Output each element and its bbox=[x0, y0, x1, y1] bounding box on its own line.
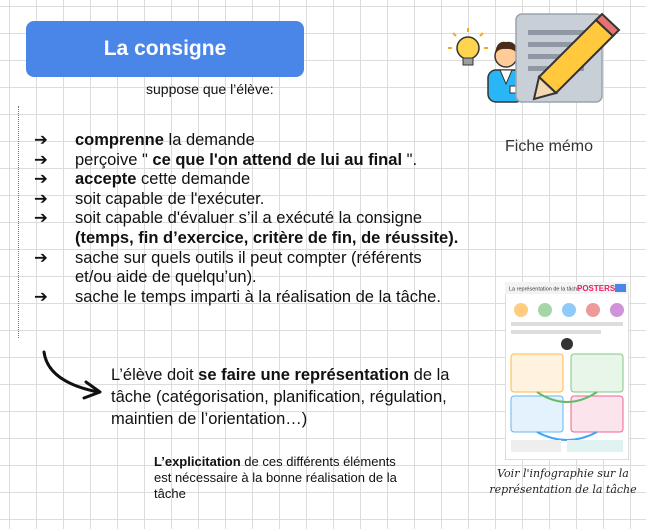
subtitle: suppose que l’élève: bbox=[146, 81, 274, 97]
arrow-icon: ➔ bbox=[34, 170, 48, 189]
infographic-badge: POSTERS bbox=[577, 284, 616, 293]
list-item: ➔ sache le temps imparti à la réalisation de la tâche. bbox=[34, 287, 441, 306]
bullet-list bbox=[34, 131, 458, 307]
arrow-icon: ➔ bbox=[34, 209, 48, 228]
representation-paragraph: L’élève doit se faire une représentation de la tâche (catégorisation, planification, régulation, maintien de l’orientation…) bbox=[111, 366, 450, 428]
arrow-icon: ➔ bbox=[34, 248, 48, 267]
arrow-icon: ➔ bbox=[34, 131, 48, 149]
page-title: La consigne bbox=[103, 37, 227, 60]
title-banner bbox=[26, 21, 304, 77]
lightbulb-icon bbox=[448, 28, 488, 65]
arrow-icon: ➔ bbox=[34, 150, 48, 169]
list-item: ➔ accepte cette demande bbox=[34, 170, 251, 189]
list-item: ➔ comprenne la demande bbox=[34, 131, 255, 149]
memo-illustration bbox=[438, 8, 623, 108]
explicitation-note: L’explicitation de ces différents éléments est nécessaire à la bonne réalisation de la tâche bbox=[154, 454, 397, 501]
list-item: ➔ soit capable de l'exécuter. bbox=[34, 189, 265, 208]
infographic-header: La représentation de la tâche bbox=[509, 286, 581, 293]
infographic-caption[interactable]: Voir l'infographie sur la représentation de la tâche bbox=[489, 467, 637, 496]
infographic-thumbnail[interactable] bbox=[505, 282, 629, 460]
memo-caption: Fiche mémo bbox=[505, 138, 594, 155]
arrow-icon: ➔ bbox=[34, 189, 48, 208]
list-item: ➔ perçoive " ce que l'on attend de lui au final ". bbox=[34, 150, 418, 169]
list-item: ➔ soit capable d'évaluer s’il a exécuté la consigne (temps, fin d’exercice, critère de fin, de réussite). bbox=[34, 209, 459, 247]
dotted-divider bbox=[18, 106, 19, 338]
arrow-icon: ➔ bbox=[34, 287, 48, 306]
list-item: ➔ sache sur quels outils il peut compter (référents et/ou aide de quelqu’un). bbox=[34, 248, 422, 287]
curved-arrow-icon bbox=[40, 348, 106, 400]
